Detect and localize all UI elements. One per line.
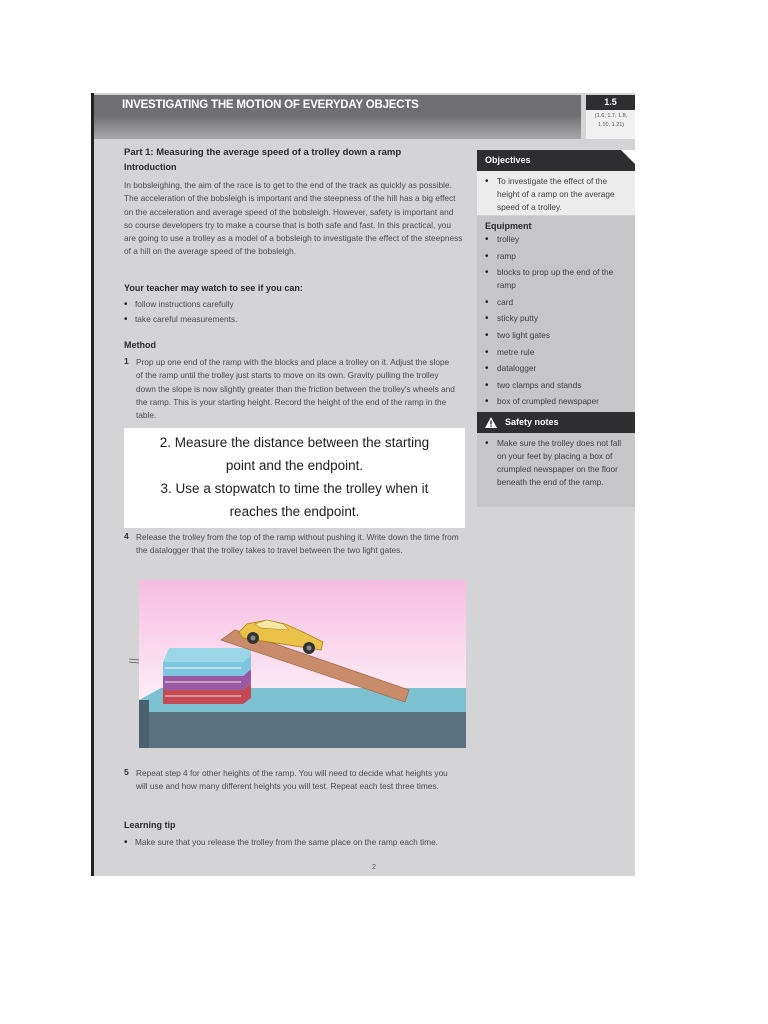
objectives-heading [477, 150, 635, 171]
page-number: 2 [372, 864, 376, 871]
list-item: • blocks to prop up the end of the ramp [485, 266, 629, 292]
list-item: • sticky putty [485, 312, 629, 325]
equipment-panel [477, 216, 635, 412]
list-item: • two light gates [485, 329, 629, 342]
list-item: • Make sure the trolley does not fall on your feet by placing a box of crumpled newspaper on the floor beneath the end of the ramp. [485, 437, 629, 489]
equipment-list [477, 231, 635, 414]
list-item: • Make sure that you release the trolley from the same place on the ramp each time. [124, 836, 454, 849]
section-number: 1.5 [586, 95, 635, 110]
list-item: • trolley [485, 233, 629, 246]
list-item: • box of crumpled newspaper [485, 395, 629, 408]
list-item: • ramp [485, 250, 629, 263]
learning-tip-list [124, 836, 454, 849]
header-bar [94, 95, 581, 139]
method-step-5 [124, 767, 474, 794]
list-item: • two clamps and stands [485, 379, 629, 392]
safety-panel [477, 433, 635, 507]
objectives-heading-label: Objectives [485, 155, 531, 165]
safety-heading-label: Safety notes [505, 417, 559, 427]
ramp-illustration [139, 580, 466, 748]
section-box [586, 95, 635, 139]
textbook-page [91, 93, 635, 876]
watch-heading: Your teacher may watch to see if you can: [124, 283, 303, 293]
page-title: INVESTIGATING THE MOTION OF EVERYDAY OBJECTS [122, 99, 419, 111]
overlay-step-3: 3. Use a stopwatch to time the trolley when it reaches the endpoint. [160, 481, 429, 519]
list-item: • take careful measurements. [124, 312, 237, 327]
safety-heading [477, 412, 635, 433]
equipment-heading: Equipment [485, 221, 532, 231]
step-number: 4 [124, 531, 129, 541]
watch-list [124, 297, 237, 327]
corner-triangle-icon [621, 150, 635, 164]
method-heading: Method [124, 340, 156, 350]
objectives-list [477, 171, 635, 220]
step-text: Prop up one end of the ramp with the blocks and place a trolley on it. Adjust the slope of the ramp until the trolley just starts to move on its own. Gravity pulling the trolley down the slope is now slightly greater than the friction between the trolley's wheels and the ramp. This is your starting height. Record the height of the end of the ramp in the table. [136, 357, 455, 421]
list-item: • datalogger [485, 362, 629, 375]
part-title: Part 1: Measuring the average speed of a trolley down a ramp [124, 147, 402, 158]
method-step-4 [124, 531, 474, 558]
objectives-panel [477, 171, 635, 215]
list-item: • To investigate the effect of the height of a ramp on the average speed of a trolley. [485, 175, 629, 214]
step-text: Repeat step 4 for other heights of the ramp. You will need to decide what heights you will use and how many different heights you will test. Repeat each test three times. [136, 768, 448, 792]
list-item: • follow instructions carefully [124, 297, 237, 312]
warning-icon [485, 417, 497, 428]
intro-text: In bobsleighing, the aim of the race is to get to the end of the track as quickly as possible. The acceleration of the bobsleigh is important and the steepness of the hill has a big effect on the acceleration and average speed of the bobsleigh. However, safety is important and so course developers try to make a course that is both safe and fast. In this practical, you are going to use a trolley as a model of a bobsleigh to investigate the effect of the steepness of a hill on the average speed of the bobsleigh. [124, 180, 463, 257]
step-number: 5 [124, 767, 129, 777]
step-text: Release the trolley from the top of the ramp without pushing it. Write down the time from the datalogger that the trolley takes to travel between the two light gates. [136, 532, 459, 556]
step-number: 1 [124, 356, 129, 366]
books-stack-icon [163, 648, 251, 704]
method-step-1 [124, 356, 474, 422]
learning-tip-heading: Learning tip [124, 820, 176, 830]
section-refs: (1.6, 1.7, 1.8, 1.10, 1.21) [594, 113, 628, 128]
step-overlay-box [124, 428, 465, 528]
page-edge [91, 93, 94, 876]
list-item: • card [485, 296, 629, 309]
intro-heading: Introduction [124, 162, 177, 172]
overlay-step-2: 2. Measure the distance between the starting point and the endpoint. [159, 435, 430, 473]
safety-list [477, 433, 635, 495]
list-item: • metre rule [485, 346, 629, 359]
